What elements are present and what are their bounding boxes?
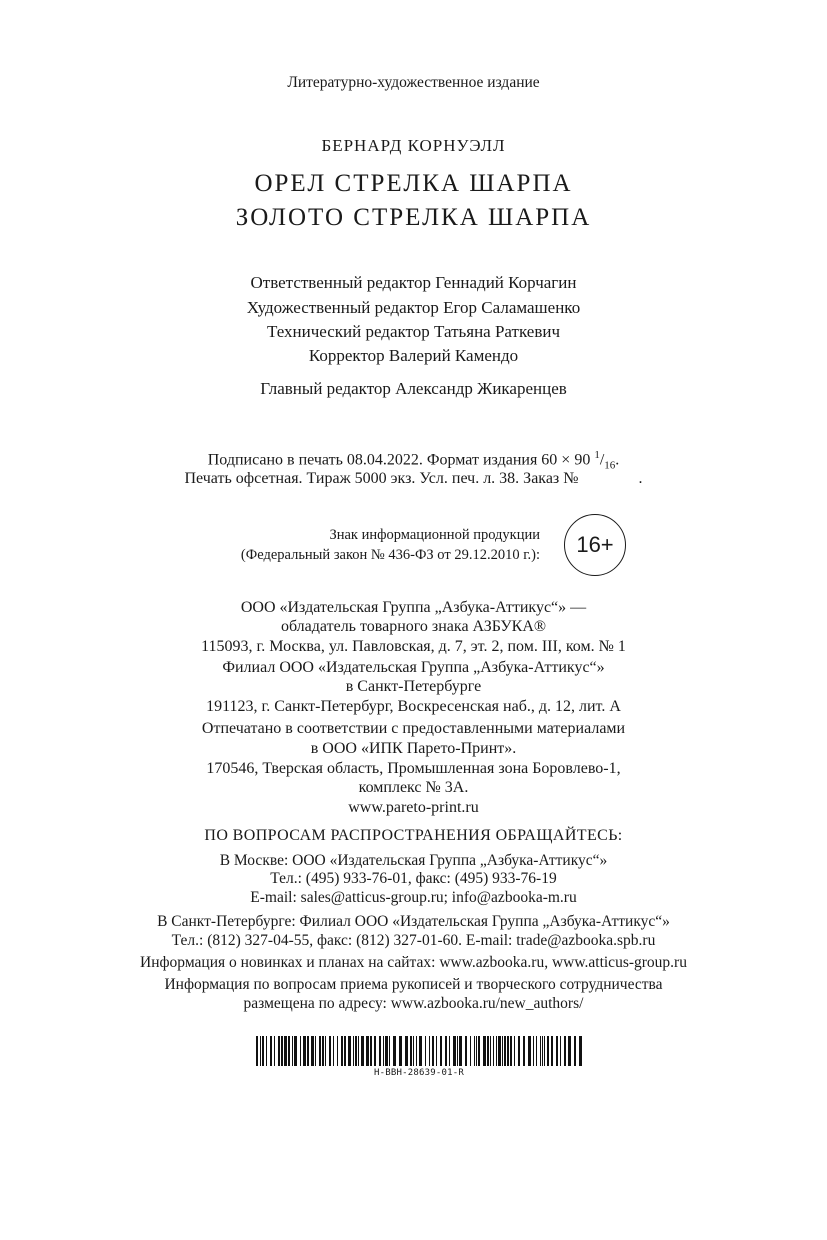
distribution-line: Тел.: (495) 933-76-01, факс: (495) 933-76-19 — [270, 870, 557, 887]
barcode-bar — [337, 1036, 338, 1066]
info-sign-law: (Федеральный закон № 436-ФЗ от 29.12.2010 г.): — [240, 547, 540, 563]
barcode-bar — [425, 1036, 426, 1066]
format-numerator: 1 — [594, 449, 600, 461]
barcode-bar — [358, 1036, 359, 1066]
barcode-bar — [329, 1036, 331, 1066]
barcode-bar — [366, 1036, 369, 1066]
barcode-bar — [556, 1036, 558, 1066]
age-rating-badge: 16+ — [564, 514, 626, 576]
barcode-bar — [459, 1036, 462, 1066]
barcode-bar — [502, 1036, 503, 1066]
barcode-bar — [353, 1036, 354, 1066]
imprint-line-1-end: . — [615, 451, 620, 469]
staff-proofreader: Корректор Валерий Камендо — [308, 346, 519, 365]
barcode-bar — [266, 1036, 267, 1066]
barcode-bar — [449, 1036, 450, 1066]
imprint-line-1: Подписано в печать 08.04.2022. Формат издания 60 × 90 $^1/_{16}$. — [207, 449, 620, 472]
barcode-bar — [514, 1036, 515, 1066]
barcode-bar — [355, 1036, 357, 1066]
barcode-bar — [457, 1036, 458, 1066]
barcode-bar — [579, 1036, 582, 1066]
barcode-bar — [303, 1036, 306, 1066]
barcode-bar — [568, 1036, 571, 1066]
barcode-bar — [445, 1036, 447, 1066]
barcode-bar — [470, 1036, 471, 1066]
barcode-bar — [405, 1036, 408, 1066]
barcode-bar — [536, 1036, 537, 1066]
staff-art-editor: Художественный редактор Егор Саламашенко — [246, 298, 581, 317]
barcode-bar — [476, 1036, 477, 1066]
barcode-bar — [319, 1036, 321, 1066]
publisher-line: 115093, г. Москва, ул. Павловская, д. 7, эт. 2, пом. III, ком. № 1 — [201, 638, 626, 655]
barcode-bar — [262, 1036, 264, 1066]
barcode-bar — [474, 1036, 475, 1066]
publisher-line: ООО «Издательская Группа „Азбука-Аттикус“» — — [240, 599, 587, 616]
barcode-bar — [547, 1036, 549, 1066]
barcode-bar — [379, 1036, 381, 1066]
barcode-bar — [493, 1036, 494, 1066]
barcode-bar — [333, 1036, 334, 1066]
barcode-bar — [490, 1036, 491, 1066]
barcode-bar — [311, 1036, 314, 1066]
barcode-bar — [383, 1036, 384, 1066]
distribution-line: В Санкт-Петербурге: Филиал ООО «Издательская Группа „Азбука-Аттикус“» — [157, 913, 670, 930]
staff-responsible-editor: Ответственный редактор Геннадий Корчагин — [250, 273, 577, 292]
barcode-bar — [325, 1036, 326, 1066]
barcode-bar — [341, 1036, 343, 1066]
barcode-bar — [389, 1036, 390, 1066]
barcode-bar — [564, 1036, 566, 1066]
imprint-line-2-end: . — [638, 470, 643, 487]
barcode-bar — [278, 1036, 280, 1066]
barcode-bar — [300, 1036, 301, 1066]
barcode-bar — [440, 1036, 442, 1066]
author-name: БЕРНАРД КОРНУЭЛЛ — [321, 136, 506, 155]
barcode-bar — [483, 1036, 486, 1066]
edition-type: Литературно-художественное издание — [287, 74, 540, 91]
barcode-bar — [344, 1036, 346, 1066]
printer-website: www.pareto-print.ru — [348, 799, 479, 816]
barcode-bar — [385, 1036, 388, 1066]
barcode-bar — [370, 1036, 372, 1066]
printer-line: комплекс № 3А. — [358, 779, 469, 796]
distribution-line: размещена по адресу: www.azbooka.ru/new_authors/ — [243, 995, 584, 1012]
barcode-bar — [478, 1036, 480, 1066]
barcode-bar — [315, 1036, 316, 1066]
barcode-bar — [533, 1036, 534, 1066]
barcode-bar — [504, 1036, 506, 1066]
distribution-line: Тел.: (812) 327-04-55, факс: (812) 327-01-60. E-mail: trade@azbooka.spb.ru — [171, 932, 656, 949]
distribution-heading: ПО ВОПРОСАМ РАСПРОСТРАНЕНИЯ ОБРАЩАЙТЕСЬ: — [204, 827, 623, 844]
barcode-bar — [260, 1036, 261, 1066]
barcode-bars — [254, 1036, 584, 1066]
barcode-bar — [523, 1036, 525, 1066]
barcode-bar — [292, 1036, 293, 1066]
barcode-bar — [542, 1036, 543, 1066]
barcode-bar — [465, 1036, 467, 1066]
barcode-bar — [399, 1036, 402, 1066]
barcode-bar — [496, 1036, 497, 1066]
barcode-bar — [284, 1036, 287, 1066]
barcode-bar — [393, 1036, 396, 1066]
barcode-bar — [453, 1036, 456, 1066]
barcode-bar — [432, 1036, 434, 1066]
publisher-line: обладатель товарного знака АЗБУКА® — [280, 618, 547, 635]
distribution-line: Информация о новинках и планах на сайтах: www.azbooka.ru, www.atticus-group.ru — [140, 954, 687, 971]
barcode-bar — [270, 1036, 272, 1066]
barcode-bar — [256, 1036, 258, 1066]
barcode-bar — [429, 1036, 430, 1066]
imprint-line-2-text: Печать офсетная. Тираж 5000 экз. Усл. печ. л. 38. Заказ № — [184, 470, 579, 487]
barcode-bar — [560, 1036, 561, 1066]
barcode-code: H-BBH-28639-01-R — [374, 1068, 464, 1078]
barcode-bar — [348, 1036, 351, 1066]
publisher-line: 191123, г. Санкт-Петербург, Воскресенская наб., д. 12, лит. А — [206, 698, 621, 715]
imprint-line-1-text: Подписано в печать 08.04.2022. Формат издания 60 × 90 — [207, 451, 591, 469]
barcode-bar — [510, 1036, 512, 1066]
barcode-bar — [544, 1036, 545, 1066]
barcode-bar — [436, 1036, 437, 1066]
barcode-bar — [374, 1036, 376, 1066]
book-title-2: ЗОЛОТО СТРЕЛКА ШАРПА — [235, 204, 592, 231]
staff-technical-editor: Технический редактор Татьяна Раткевич — [266, 322, 561, 341]
barcode-bar — [419, 1036, 422, 1066]
publisher-line: Филиал ООО «Издательская Группа „Азбука-Аттикус“» — [222, 659, 605, 676]
printer-line: Отпечатано в соответствии с предоставленными материалами — [201, 720, 626, 737]
barcode-bar — [410, 1036, 412, 1066]
barcode-bar — [487, 1036, 489, 1066]
format-denominator: 16 — [604, 459, 616, 472]
chief-editor: Главный редактор Александр Жикаренцев — [260, 379, 567, 398]
barcode — [254, 1036, 584, 1096]
barcode-bar — [361, 1036, 364, 1066]
imprint-line-2 — [0, 470, 827, 488]
printer-line: в ООО «ИПК Парето-Принт». — [310, 740, 517, 757]
barcode-bar — [322, 1036, 324, 1066]
barcode-bar — [288, 1036, 290, 1066]
book-title-1: ОРЕЛ СТРЕЛКА ШАРПА — [254, 170, 573, 197]
distribution-line: В Москве: ООО «Издательская Группа „Азбука-Аттикус“» — [219, 852, 608, 869]
barcode-bar — [307, 1036, 309, 1066]
barcode-bar — [281, 1036, 283, 1066]
info-product-sign — [0, 507, 827, 577]
barcode-bar — [294, 1036, 297, 1066]
distribution-line: Информация по вопросам приема рукописей и творческого сотрудничества — [164, 976, 663, 993]
barcode-bar — [574, 1036, 576, 1066]
barcode-bar — [507, 1036, 509, 1066]
barcode-bar — [540, 1036, 541, 1066]
barcode-bar — [416, 1036, 417, 1066]
barcode-bar — [498, 1036, 501, 1066]
publisher-line: в Санкт-Петербурге — [345, 678, 482, 695]
distribution-line: E-mail: sales@atticus-group.ru; info@azbooka-m.ru — [250, 889, 577, 906]
info-sign-label: Знак информационной продукции — [329, 527, 540, 543]
barcode-bar — [413, 1036, 414, 1066]
barcode-bar — [518, 1036, 520, 1066]
barcode-bar — [528, 1036, 531, 1066]
barcode-bar — [551, 1036, 553, 1066]
printer-line: 170546, Тверская область, Промышленная зона Боровлево-1, — [206, 760, 621, 777]
barcode-bar — [274, 1036, 275, 1066]
